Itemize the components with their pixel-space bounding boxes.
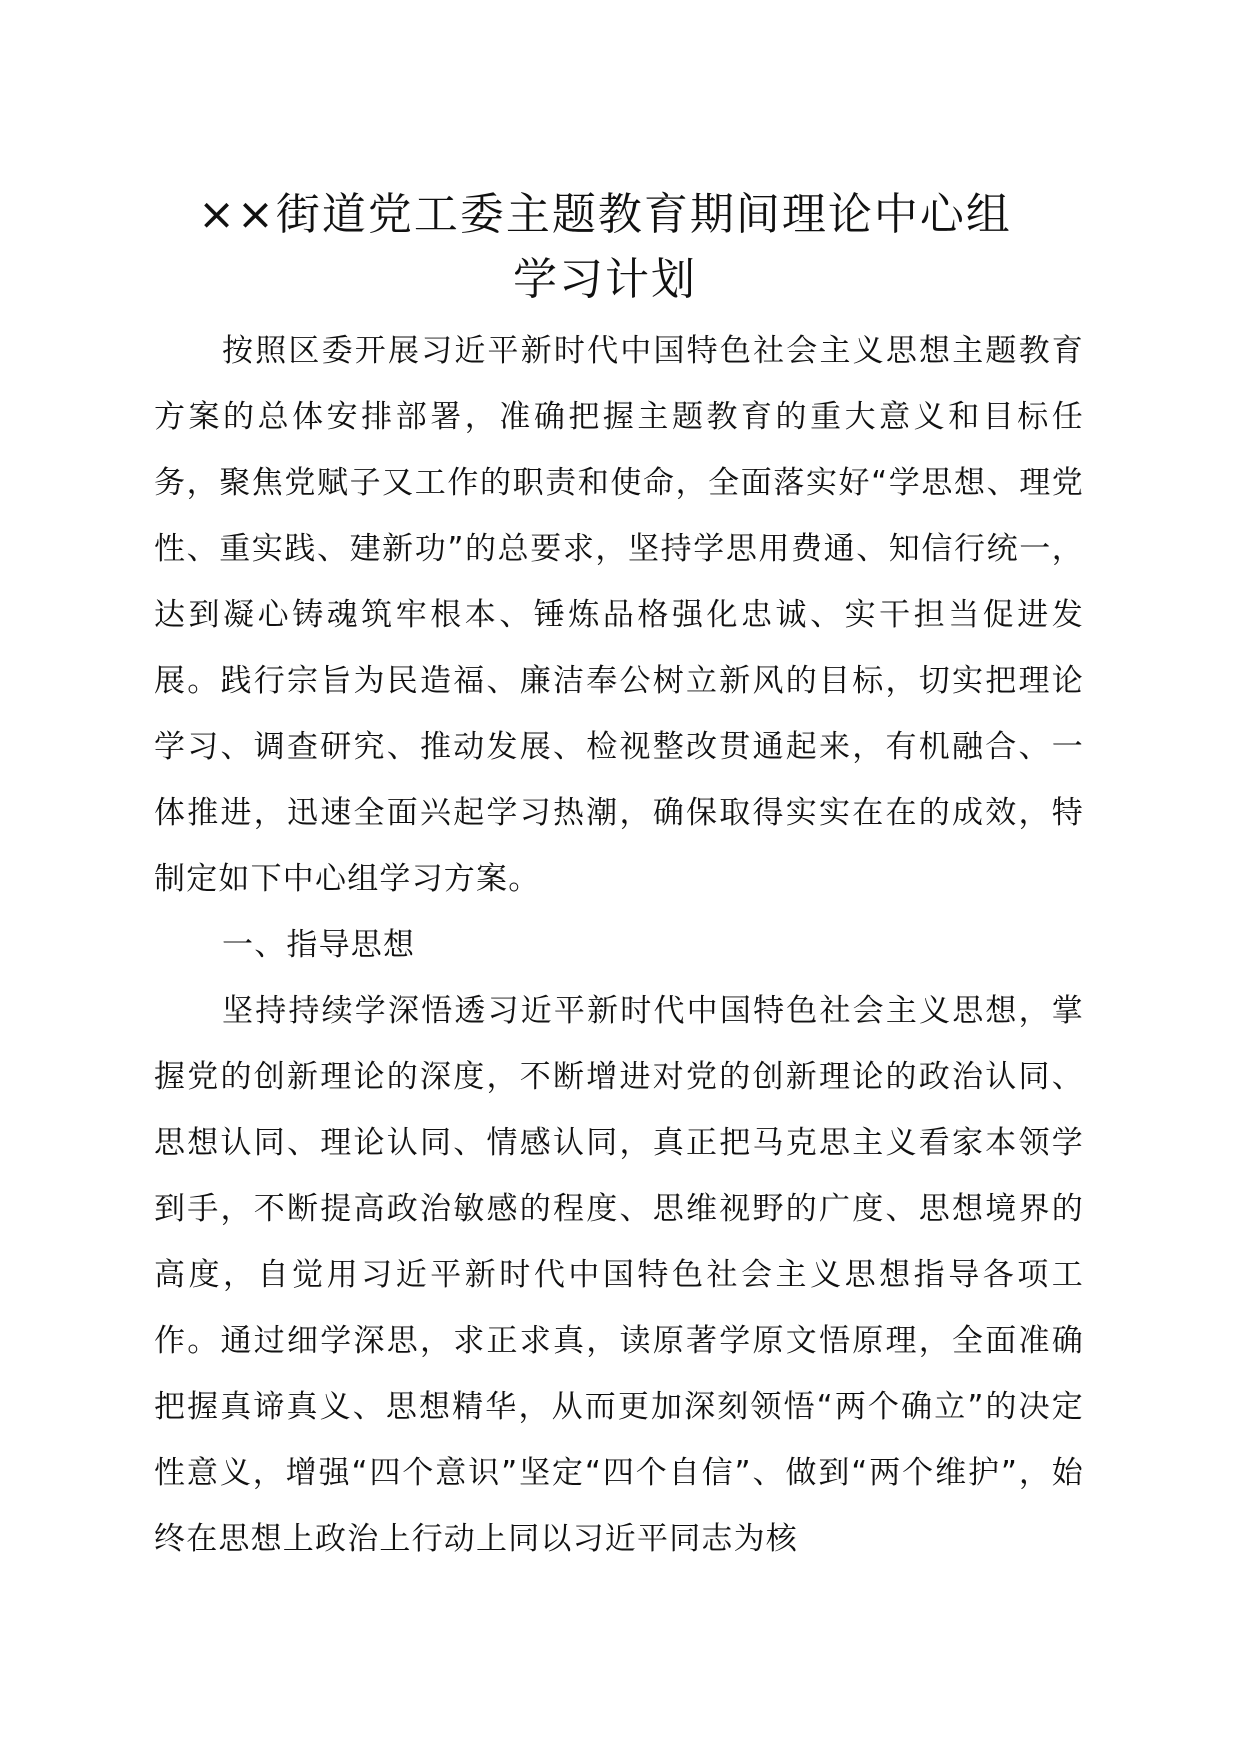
paragraph-intro: 按照区委开展习近平新时代中国特色社会主义思想主题教育方案的总体安排部署，准确把握主题教育的重大意义和目标任务，聚焦党赋子又工作的职责和使命，全面落实好“学思想、理党性、重实践、建新功”的总要求，坚持学思用费通、知信行统一，达到凝心铸魂筑牢根本、锤炼品格强化忠诚、实干担当促进发展。践行宗旨为民造福、廉洁奉公树立新风的目标，切实把理论学习、调查研究、推动发展、检视整改贯通起来，有机融合、一体推进，迅速全面兴起学习热潮，确保取得实实在在的成效，特制定如下中心组学习方案。 <box>154 333 1084 897</box>
document-title-line-2: 学习计划 <box>513 254 697 305</box>
paragraph-guiding-thought: 坚持持续学深悟透习近平新时代中国特色社会主义思想，掌握党的创新理论的深度，不断增进对党的创新理论的政治认同、思想认同、理论认同、情感认同，真正把马克思主义看家本领学到手，不断提高政治敏感的程度、思维视野的广度、思想境界的高度，自觉用习近平新时代中国特色社会主义思想指导各项工作。通过细学深思，求正求真，读原著学原文悟原理，全面准确把握真谛真义、思想精华，从而更加深刻领悟“两个确立”的决定性意义，增强“四个意识”坚定“四个自信”、做到“两个维护”，始终在思想上政治上行动上同以习近平同志为核 <box>154 993 1084 1557</box>
document-body <box>154 318 1084 1572</box>
section-heading-guiding-thought: 一、指导思想 <box>222 927 416 963</box>
document-title-line-1: ××街道党工委主题教育期间理论中心组 <box>198 189 1012 240</box>
